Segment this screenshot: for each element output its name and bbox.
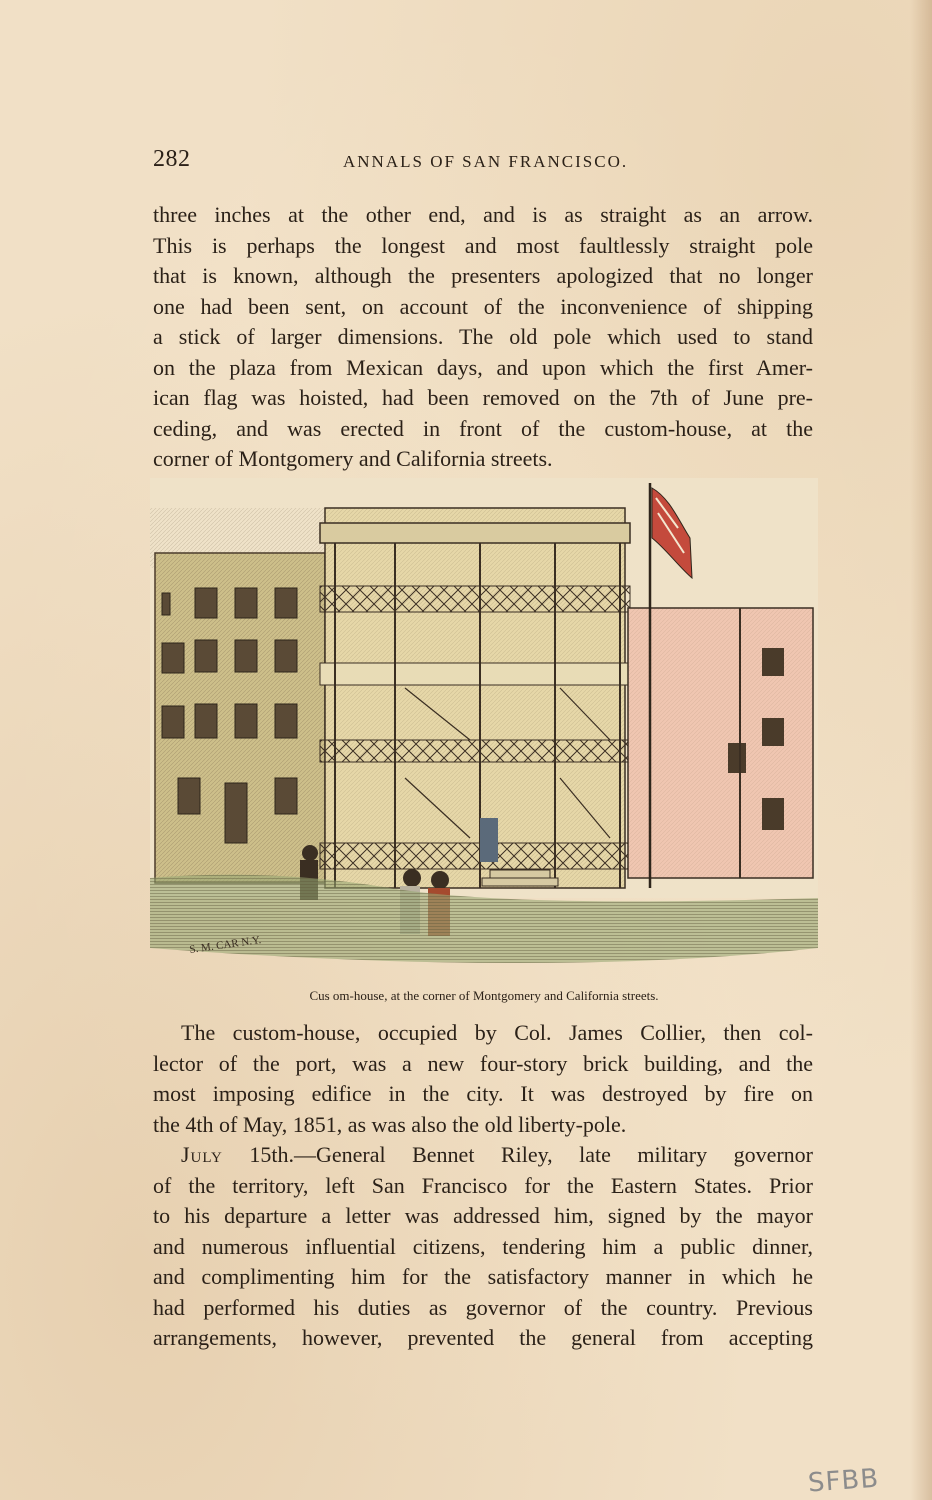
text-line: corner of Montgomery and California streets. xyxy=(153,446,553,471)
text-line: most imposing edifice in the city. It was destroyed by fire on xyxy=(153,1081,813,1106)
paragraph-riley xyxy=(153,1140,813,1354)
text-line: lector of the port, was a new four-story brick building, and the xyxy=(153,1050,813,1076)
text-line: The custom-house, occupied by Col. James Collier, then col- xyxy=(181,1020,813,1045)
text-line: ceding, and was erected in front of the custom-house, at the xyxy=(153,415,813,441)
page-header xyxy=(153,146,813,176)
text-line xyxy=(153,1140,813,1171)
lead-text: 15th.—General Bennet Riley, late military governor xyxy=(222,1142,813,1167)
running-head: ANNALS OF SAN FRANCISCO. xyxy=(343,152,629,171)
text-line: a stick of larger dimensions. The old pole which used to stand xyxy=(153,324,813,349)
paragraph-custom-house xyxy=(153,1018,813,1140)
text-line: and numerous influential citizens, tendering him a public dinner, xyxy=(153,1233,813,1259)
text-line: This is perhaps the longest and most faultlessly straight pole xyxy=(153,232,813,258)
text-line: arrangements, however, prevented the general from accepting xyxy=(153,1325,813,1350)
figure-caption: Cus om-house, at the corner of Montgomery and California streets. xyxy=(309,988,659,1003)
date-smallcaps: July xyxy=(181,1142,223,1167)
text-line: one had been sent, on account of the inconvenience of shipping xyxy=(153,293,813,319)
text-line: three inches at the other end, and is as straight as an arrow. xyxy=(153,202,813,227)
engraver-signature: S. M. CAR N.Y. xyxy=(188,934,262,956)
page-number: 282 xyxy=(153,146,191,172)
page-edge-shadow xyxy=(910,0,932,1500)
pencil-inventory-mark: SFBB xyxy=(807,1463,881,1499)
text-line: the 4th of May, 1851, as was also the old liberty-pole. xyxy=(153,1111,627,1137)
text-line: on the plaza from Mexican days, and upon which the first Amer- xyxy=(153,354,813,380)
text-line: to his departure a letter was addressed him, signed by the mayor xyxy=(153,1203,813,1228)
custom-house-building xyxy=(320,508,630,888)
text-line: of the territory, left San Francisco for the Eastern States. Prior xyxy=(153,1172,813,1198)
left-building xyxy=(155,553,325,883)
text-line: that is known, although the presenters apologized that no longer xyxy=(153,263,813,288)
custom-house-engraving xyxy=(150,478,818,983)
right-building xyxy=(628,608,813,878)
paragraph-flagpole xyxy=(153,200,813,475)
text-line: ican flag was hoisted, had been removed on the 7th of June pre- xyxy=(153,385,813,410)
text-line: and complimenting him for the satisfactory manner in which he xyxy=(153,1264,813,1289)
text-line: had performed his duties as governor of the country. Previous xyxy=(153,1294,813,1320)
